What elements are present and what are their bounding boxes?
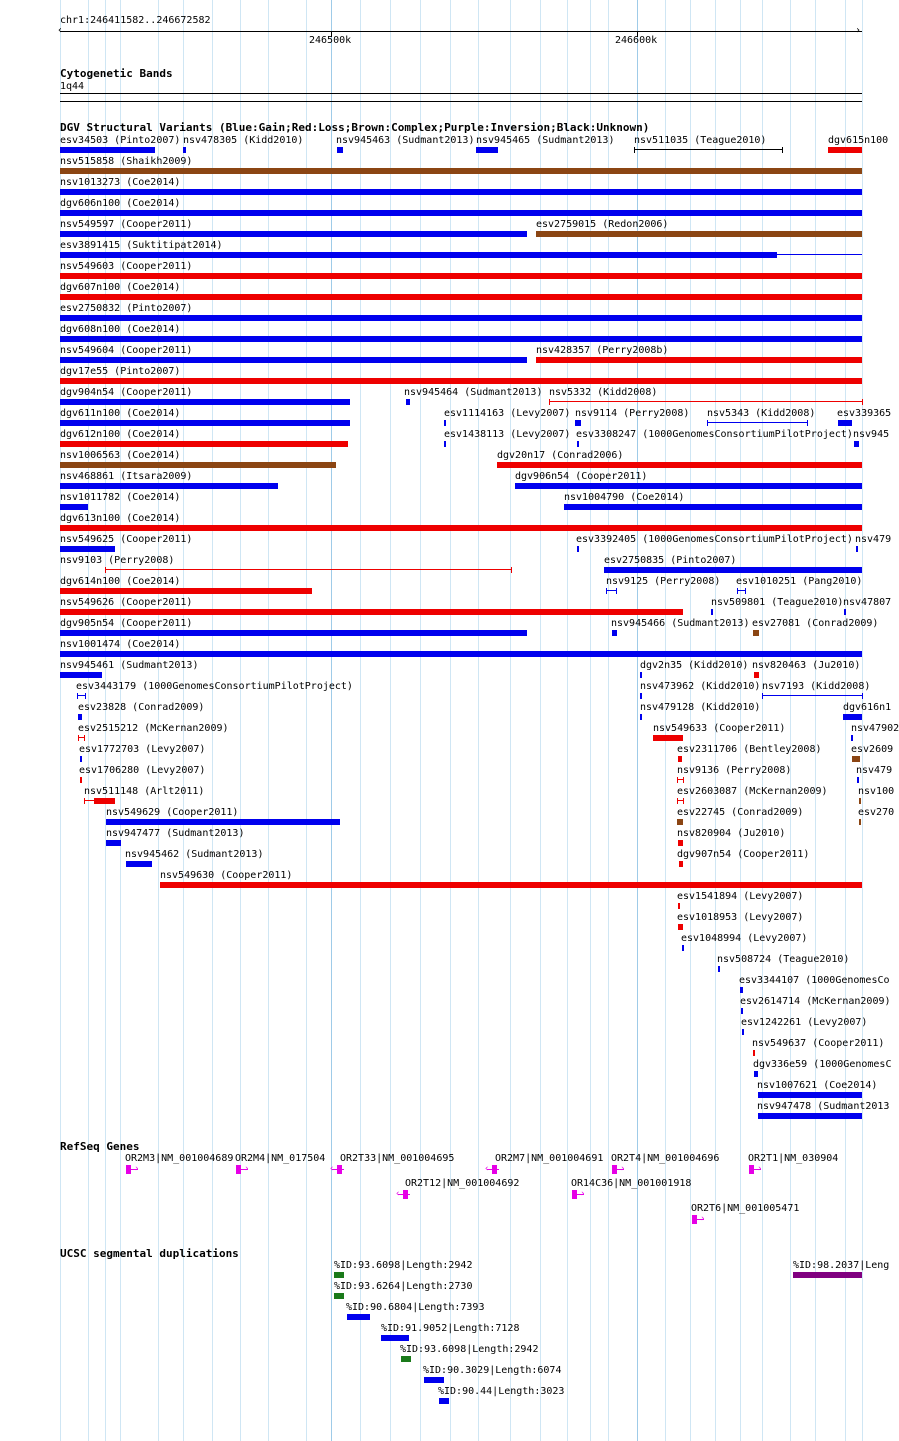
sv-feature-bar[interactable] (536, 231, 862, 237)
sv-feature-bar[interactable] (60, 357, 527, 363)
sv-feature-end (77, 693, 78, 699)
sv-feature-end (683, 798, 684, 804)
sv-feature-label: nsv945463 (Sudmant2013) (336, 135, 475, 146)
sv-feature-end (549, 399, 550, 405)
sv-feature-bar[interactable] (60, 504, 88, 510)
track-title-dgv[interactable]: DGV Structural Variants (Blue:Gain;Red:Loss;Brown:Complex;Purple:Inversion;Black:Unknown) (60, 121, 650, 134)
sv-feature-bar[interactable] (758, 1113, 862, 1119)
segdup-label: %ID:91.9052|Length:7128 (381, 1323, 520, 1334)
gene-label: OR2M7|NM_001004691 (495, 1153, 604, 1164)
sv-feature-label: nsv1007621 (Coe2014) (757, 1080, 878, 1091)
grid-line (329, 0, 335, 1441)
sv-feature-label: esv2609 (851, 744, 894, 755)
sv-feature-tick[interactable] (711, 609, 713, 615)
sv-feature-bar[interactable] (754, 1071, 758, 1077)
grid-line (815, 0, 816, 1441)
grid-line (450, 0, 451, 1441)
sv-feature-bar[interactable] (60, 588, 312, 594)
cytoband-label: 1q44 (60, 81, 85, 92)
sv-feature-bar[interactable] (60, 273, 862, 279)
segdup-label: %ID:93.6098|Length:2942 (400, 1344, 539, 1355)
sv-feature-label: nsv947478 (Sudmant2013 (757, 1101, 890, 1112)
sv-feature-tick[interactable] (80, 756, 82, 762)
sv-feature-end (84, 735, 85, 741)
sv-feature-bar[interactable] (740, 987, 743, 993)
sv-feature-bar[interactable] (515, 483, 862, 489)
sv-feature-bar[interactable] (60, 231, 527, 237)
sv-feature-label: dgv606n100 (Coe2014) (60, 198, 181, 209)
sv-feature-label: esv1541894 (Levy2007) (677, 891, 804, 902)
ruler-tick-label: 246600k (615, 35, 658, 46)
sv-feature-label: esv23828 (Conrad2009) (78, 702, 205, 713)
sv-feature-bar[interactable] (60, 609, 683, 615)
sv-feature-label: dgv20n17 (Conrad2006) (497, 450, 624, 461)
sv-feature-label: dgv608n100 (Coe2014) (60, 324, 181, 335)
sv-feature-end (807, 420, 808, 426)
sv-feature-line[interactable] (762, 695, 862, 696)
segdup-label: %ID:93.6098|Length:2942 (334, 1260, 473, 1271)
sv-feature-end (105, 567, 106, 573)
grid-line (478, 0, 479, 1441)
sv-feature-label: esv34503 (Pinto2007) (60, 135, 181, 146)
sv-feature-label: nsv549629 (Cooper2011) (106, 807, 239, 818)
sv-feature-label: dgv906n54 (Cooper2011) (515, 471, 648, 482)
grid-line (862, 0, 863, 1441)
segdup-label: %ID:90.3029|Length:6074 (423, 1365, 562, 1376)
sv-feature-tick[interactable] (577, 441, 579, 447)
sv-feature-label: nsv479128 (Kidd2010) (640, 702, 761, 713)
sv-feature-label: esv2759015 (Redon2006) (536, 219, 669, 230)
sv-feature-bar[interactable] (60, 483, 278, 489)
sv-feature-line[interactable] (777, 254, 862, 255)
sv-feature-end (683, 777, 684, 783)
sv-feature-label: esv3308247 (1000GenomesConsortiumPilotProject) (576, 429, 853, 440)
sv-feature-bar[interactable] (60, 546, 115, 552)
segdup-bar[interactable] (793, 1272, 862, 1278)
sv-feature-label: dgv2n35 (Kidd2010) (640, 660, 749, 671)
sv-feature-end (677, 798, 678, 804)
sv-feature-bar[interactable] (60, 378, 862, 384)
sv-feature-bar[interactable] (60, 315, 862, 321)
gene-label: OR2T4|NM_001004696 (611, 1153, 720, 1164)
sv-feature-bar[interactable] (828, 147, 862, 153)
sv-feature-end (634, 147, 635, 153)
sv-feature-tick[interactable] (742, 1029, 744, 1035)
sv-feature-label: esv1018953 (Levy2007) (677, 912, 804, 923)
sv-feature-end (782, 147, 783, 153)
sv-feature-tick[interactable] (856, 546, 858, 552)
sv-feature-line[interactable] (606, 590, 616, 591)
sv-feature-label: esv1706280 (Levy2007) (79, 765, 206, 776)
grid-line (158, 0, 159, 1441)
sv-feature-end (677, 777, 678, 783)
sv-feature-bar[interactable] (106, 840, 121, 846)
sv-feature-bar[interactable] (758, 1092, 862, 1098)
ruler-line (60, 31, 862, 32)
sv-feature-label: esv22745 (Conrad2009) (677, 807, 804, 818)
segdup-bar[interactable] (347, 1314, 370, 1320)
sv-feature-bar[interactable] (612, 630, 617, 636)
grid-line (665, 0, 666, 1441)
sv-feature-label: esv3344107 (1000GenomesCo (739, 975, 890, 986)
sv-feature-label: nsv9136 (Perry2008) (677, 765, 792, 776)
location-label: chr1:246411582..246672582 (60, 15, 211, 26)
sv-feature-bar[interactable] (60, 462, 336, 468)
sv-feature-label: nsv511035 (Teague2010) (634, 135, 767, 146)
grid-line (740, 0, 741, 1441)
segdup-label: %ID:98.2037|Leng (793, 1260, 890, 1271)
sv-feature-label: nsv945465 (Sudmant2013) (476, 135, 615, 146)
sv-feature-label: esv2750832 (Pinto2007) (60, 303, 193, 314)
sv-feature-label: nsv549597 (Cooper2011) (60, 219, 193, 230)
sv-feature-bar[interactable] (60, 210, 862, 216)
gene-label: OR2T33|NM_001004695 (340, 1153, 455, 1164)
sv-feature-bar[interactable] (406, 399, 410, 405)
sv-feature-label: esv1438113 (Levy2007) (444, 429, 571, 440)
sv-feature-label: nsv945464 (Sudmant2013) (404, 387, 543, 398)
sv-feature-bar[interactable] (60, 252, 777, 258)
sv-feature-label: nsv9114 (Perry2008) (575, 408, 690, 419)
sv-feature-label: nsv508724 (Teague2010) (717, 954, 850, 965)
grid-line (420, 0, 421, 1441)
grid-line (306, 0, 307, 1441)
grid-line (240, 0, 241, 1441)
strand-plus-arrow-icon: › (700, 1214, 706, 1224)
sv-feature-end (511, 567, 512, 573)
track-title-cytobands[interactable]: Cytogenetic Bands (60, 67, 173, 80)
sv-feature-label: esv1772703 (Levy2007) (79, 744, 206, 755)
sv-feature-label: esv1048994 (Levy2007) (681, 933, 808, 944)
sv-feature-bar[interactable] (337, 147, 343, 153)
gene-label: OR14C36|NM_001001918 (571, 1178, 692, 1189)
sv-feature-bar[interactable] (60, 651, 862, 657)
sv-feature-bar[interactable] (160, 882, 862, 888)
sv-feature-label: esv2614714 (McKernan2009) (740, 996, 891, 1007)
sv-feature-end (707, 420, 708, 426)
sv-feature-tick[interactable] (80, 777, 82, 783)
sv-feature-bar[interactable] (60, 294, 862, 300)
sv-feature-bar[interactable] (94, 798, 114, 804)
sv-feature-tick[interactable] (640, 672, 642, 678)
sv-feature-bar[interactable] (106, 819, 340, 825)
sv-feature-bar[interactable] (60, 525, 862, 531)
sv-feature-label: nsv478305 (Kidd2010) (183, 135, 304, 146)
sv-feature-bar[interactable] (60, 672, 102, 678)
sv-feature-label: nsv947477 (Sudmant2013) (106, 828, 245, 839)
sv-feature-tick[interactable] (640, 693, 642, 699)
sv-feature-label: esv270 (858, 807, 895, 818)
grid-line (567, 0, 568, 1441)
sv-feature-end (762, 693, 763, 699)
sv-feature-label: esv3392405 (1000GenomesConsortiumPilotProject) (576, 534, 853, 545)
grid-line (120, 0, 121, 1441)
gene-label: OR2T1|NM_030904 (748, 1153, 839, 1164)
sv-feature-end (606, 588, 607, 594)
sv-feature-bar[interactable] (682, 945, 684, 951)
sv-feature-label: nsv945461 (Sudmant2013) (60, 660, 199, 671)
strand-plus-arrow-icon: › (580, 1189, 586, 1199)
sv-feature-label: dgv607n100 (Coe2014) (60, 282, 181, 293)
sv-feature-label: esv2750835 (Pinto2007) (604, 555, 737, 566)
sv-feature-end (737, 588, 738, 594)
track-title-refseq[interactable]: RefSeq Genes (60, 1140, 140, 1153)
sv-feature-line[interactable] (549, 401, 862, 402)
grid-line (762, 0, 763, 1441)
sv-feature-label: dgv17e55 (Pinto2007) (60, 366, 181, 377)
sv-feature-bar[interactable] (753, 630, 759, 636)
strand-plus-arrow-icon: › (757, 1164, 763, 1174)
cytoband-band[interactable] (60, 93, 862, 94)
sv-feature-label: nsv549637 (Cooper2011) (752, 1038, 885, 1049)
sv-feature-label: esv1114163 (Levy2007) (444, 408, 571, 419)
sv-feature-end (862, 399, 863, 405)
sv-feature-bar[interactable] (859, 798, 861, 804)
segdup-bar[interactable] (381, 1335, 409, 1341)
sv-feature-label: dgv904n54 (Cooper2011) (60, 387, 193, 398)
grid-line (390, 0, 391, 1441)
strand-minus-arrow-icon: ‹ (329, 1164, 335, 1174)
sv-feature-label: dgv612n100 (Coe2014) (60, 429, 181, 440)
sv-feature-label: nsv1013273 (Coe2014) (60, 177, 181, 188)
sv-feature-label: dgv907n54 (Cooper2011) (677, 849, 810, 860)
grid-line (360, 0, 361, 1441)
sv-feature-label: nsv945 (853, 429, 890, 440)
sv-feature-label: nsv1001474 (Coe2014) (60, 639, 181, 650)
sv-feature-bar[interactable] (678, 924, 683, 930)
sv-feature-label: nsv1006563 (Coe2014) (60, 450, 181, 461)
sv-feature-tick[interactable] (444, 441, 446, 447)
sv-feature-label: esv339365 (837, 408, 892, 419)
sv-feature-label: nsv47807 (843, 597, 892, 608)
sv-feature-bar[interactable] (60, 147, 155, 153)
grid-line (690, 0, 691, 1441)
track-title-segdups[interactable]: UCSC segmental duplications (60, 1247, 239, 1260)
sv-feature-bar[interactable] (679, 861, 683, 867)
sv-feature-bar[interactable] (497, 462, 862, 468)
sv-feature-label: nsv549626 (Cooper2011) (60, 597, 193, 608)
sv-feature-bar[interactable] (564, 504, 862, 510)
sv-feature-bar[interactable] (60, 336, 862, 342)
sv-feature-bar[interactable] (536, 357, 862, 363)
sv-feature-bar[interactable] (60, 399, 350, 405)
sv-feature-label: esv2603087 (McKernan2009) (677, 786, 828, 797)
ruler-tick-label: 246500k (309, 35, 352, 46)
sv-feature-bar[interactable] (604, 567, 862, 573)
sv-feature-label: dgv613n100 (Coe2014) (60, 513, 181, 524)
sv-feature-label: esv3891415 (Suktitipat2014) (60, 240, 223, 251)
sv-feature-label: nsv549633 (Cooper2011) (653, 723, 786, 734)
sv-feature-label: nsv1011782 (Coe2014) (60, 492, 181, 503)
sv-feature-bar[interactable] (851, 735, 853, 741)
sv-feature-tick[interactable] (640, 714, 642, 720)
sv-feature-end (84, 798, 85, 804)
sv-feature-bar[interactable] (183, 147, 186, 153)
sv-feature-bar[interactable] (60, 189, 862, 195)
strand-plus-arrow-icon: › (244, 1164, 250, 1174)
gene-label: OR2M3|NM_001004689 (125, 1153, 234, 1164)
sv-feature-label: dgv615n100 (828, 135, 889, 146)
sv-feature-bar[interactable] (677, 819, 683, 825)
segdup-bar[interactable] (439, 1398, 449, 1404)
sv-feature-line[interactable] (707, 422, 807, 423)
sv-feature-bar[interactable] (854, 441, 859, 447)
sv-feature-bar[interactable] (843, 714, 862, 720)
sv-feature-label: nsv473962 (Kidd2010) (640, 681, 761, 692)
cytoband-band-bottom (60, 101, 862, 102)
sv-feature-line[interactable] (77, 695, 85, 696)
segdup-bar[interactable] (401, 1356, 411, 1362)
sv-feature-bar[interactable] (126, 861, 152, 867)
sv-feature-label: esv2515212 (McKernan2009) (78, 723, 229, 734)
grid-line (268, 0, 269, 1441)
sv-feature-bar[interactable] (678, 756, 682, 762)
sv-feature-line[interactable] (105, 569, 511, 570)
sv-feature-label: nsv479 (855, 534, 892, 545)
sv-feature-label: nsv100 (858, 786, 895, 797)
sv-feature-bar[interactable] (678, 903, 680, 909)
grid-line (590, 0, 591, 1441)
sv-feature-end (745, 588, 746, 594)
sv-feature-end (114, 798, 115, 804)
sv-feature-line[interactable] (737, 590, 745, 591)
grid-line (845, 0, 846, 1441)
sv-feature-tick[interactable] (741, 1008, 743, 1014)
sv-feature-label: dgv614n100 (Coe2014) (60, 576, 181, 587)
gene-label: OR2M4|NM_017504 (235, 1153, 326, 1164)
sv-feature-bar[interactable] (678, 840, 683, 846)
sv-feature-label: esv3443179 (1000GenomesConsortiumPilotProject) (76, 681, 353, 692)
sv-feature-bar[interactable] (859, 819, 861, 825)
sv-feature-bar[interactable] (653, 735, 683, 741)
grid-line (88, 0, 89, 1441)
sv-feature-label: esv2311706 (Bentley2008) (677, 744, 822, 755)
segdup-label: %ID:90.6804|Length:7393 (346, 1302, 485, 1313)
grid-line (105, 0, 106, 1441)
sv-feature-end (616, 588, 617, 594)
sv-feature-label: nsv468861 (Itsara2009) (60, 471, 193, 482)
sv-feature-label: nsv549603 (Cooper2011) (60, 261, 193, 272)
sv-feature-label: esv1242261 (Levy2007) (741, 1017, 868, 1028)
sv-feature-label: nsv5343 (Kidd2008) (707, 408, 816, 419)
sv-feature-label: dgv336e59 (1000GenomesC (753, 1059, 892, 1070)
segdup-bar[interactable] (334, 1293, 344, 1299)
sv-feature-label: nsv1004790 (Coe2014) (564, 492, 685, 503)
sv-feature-label: nsv820904 (Ju2010) (677, 828, 786, 839)
sv-feature-label: nsv9125 (Perry2008) (606, 576, 721, 587)
sv-feature-bar[interactable] (60, 420, 350, 426)
sv-feature-label: nsv549630 (Cooper2011) (160, 870, 293, 881)
sv-feature-label: nsv9103 (Perry2008) (60, 555, 175, 566)
sv-feature-label: nsv511148 (Arlt2011) (84, 786, 205, 797)
sv-feature-bar[interactable] (60, 168, 862, 174)
sv-feature-label: nsv479 (856, 765, 893, 776)
sv-feature-label: dgv905n54 (Cooper2011) (60, 618, 193, 629)
grid-line (60, 0, 61, 1441)
sv-feature-bar[interactable] (754, 672, 759, 678)
sv-feature-tick[interactable] (444, 420, 446, 426)
sv-feature-label: dgv616n1 (843, 702, 892, 713)
grid-line (540, 0, 541, 1441)
sv-feature-end (85, 693, 86, 699)
gene-label: OR2T12|NM_001004692 (405, 1178, 520, 1189)
sv-feature-label: nsv549604 (Cooper2011) (60, 345, 193, 356)
sv-feature-tick[interactable] (575, 420, 581, 426)
grid-line (715, 0, 716, 1441)
sv-feature-bar[interactable] (838, 420, 852, 426)
sv-feature-end (862, 693, 863, 699)
grid-line (790, 0, 791, 1441)
ruler-arrow-right: › (855, 25, 862, 36)
strand-plus-arrow-icon: › (134, 1164, 140, 1174)
sv-feature-tick[interactable] (718, 966, 720, 972)
segdup-bar[interactable] (424, 1377, 444, 1383)
sv-feature-label: nsv509801 (Teague2010) (711, 597, 844, 608)
sv-feature-label: dgv611n100 (Coe2014) (60, 408, 181, 419)
sv-feature-bar[interactable] (852, 756, 860, 762)
sv-feature-line[interactable] (634, 149, 782, 150)
sv-feature-label: nsv7193 (Kidd2008) (762, 681, 871, 692)
strand-minus-arrow-icon: ‹ (484, 1164, 490, 1174)
grid-line (183, 0, 184, 1441)
sv-feature-label: nsv945466 (Sudmant2013) (611, 618, 750, 629)
sv-feature-label: nsv945462 (Sudmant2013) (125, 849, 264, 860)
segdup-label: %ID:90.44|Length:3023 (438, 1386, 565, 1397)
sv-feature-tick[interactable] (857, 777, 859, 783)
grid-line (637, 0, 638, 1441)
sv-feature-label: nsv428357 (Perry2008b) (536, 345, 669, 356)
sv-feature-bar[interactable] (60, 630, 527, 636)
sv-feature-label: nsv549625 (Cooper2011) (60, 534, 193, 545)
ruler-arrow-left: ‹ (57, 25, 64, 36)
segdup-bar[interactable] (334, 1272, 344, 1278)
sv-feature-tick[interactable] (844, 609, 846, 615)
strand-minus-arrow-icon: ‹ (395, 1189, 401, 1199)
grid-line (510, 0, 511, 1441)
sv-feature-end (78, 735, 79, 741)
sv-feature-label: nsv515858 (Shaikh2009) (60, 156, 193, 167)
sv-feature-tick[interactable] (577, 546, 579, 552)
grid-line (608, 0, 609, 1441)
sv-feature-label: esv1010251 (Pang2010) (736, 576, 863, 587)
sv-feature-bar[interactable] (78, 714, 82, 720)
segdup-label: %ID:93.6264|Length:2730 (334, 1281, 473, 1292)
sv-feature-label: nsv5332 (Kidd2008) (549, 387, 658, 398)
sv-feature-bar[interactable] (476, 147, 498, 153)
sv-feature-bar[interactable] (60, 441, 348, 447)
strand-plus-arrow-icon: › (620, 1164, 626, 1174)
gene-label: OR2T6|NM_001005471 (691, 1203, 800, 1214)
sv-feature-bar[interactable] (753, 1050, 755, 1056)
grid-line (212, 0, 213, 1441)
sv-feature-label: nsv47902 (851, 723, 899, 734)
sv-feature-label: esv27081 (Conrad2009) (752, 618, 879, 629)
sv-feature-label: nsv820463 (Ju2010) (752, 660, 861, 671)
